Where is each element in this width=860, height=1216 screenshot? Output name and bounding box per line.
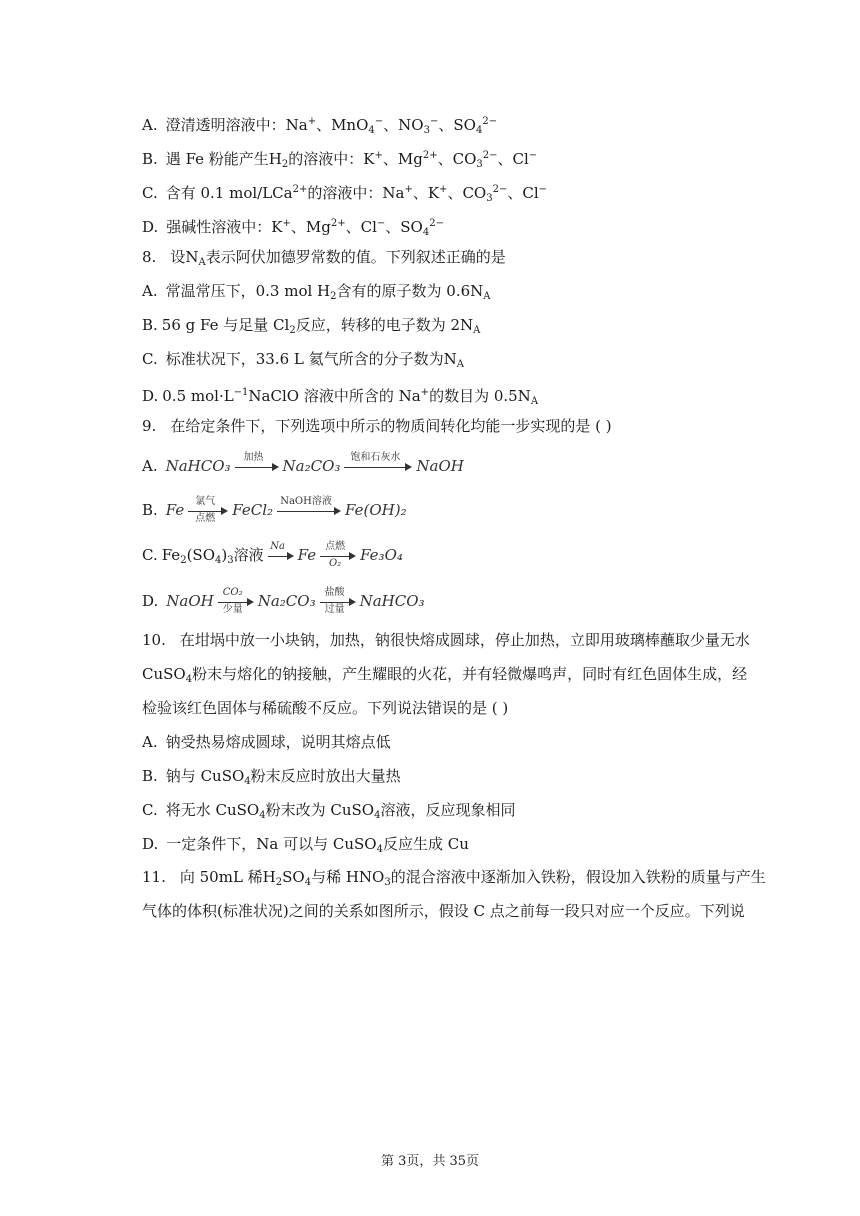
q9-option-b xyxy=(142,495,764,526)
question-number: 10. xyxy=(142,631,166,649)
sub: 4 xyxy=(244,776,251,787)
chem-formula: NaHCO₃ xyxy=(359,592,425,610)
sub: A xyxy=(483,291,491,302)
reaction-arrow xyxy=(320,587,356,617)
option-label: D. xyxy=(142,592,159,610)
q7-option-a xyxy=(142,111,764,142)
q8-option-d xyxy=(142,382,764,413)
q8-option-b xyxy=(142,314,764,342)
text: 澄清透明溶液中：Na xyxy=(165,116,308,134)
text: 在给定条件下，下列选项中所示的物质间转化均能一步实现的是 ( ) xyxy=(170,417,612,435)
text: CuSO xyxy=(142,665,186,683)
sup: 2− xyxy=(482,150,498,161)
sub: 3 xyxy=(423,125,430,136)
arrow-head xyxy=(334,507,341,515)
option-label: A. xyxy=(142,457,158,475)
option-label: D. xyxy=(142,387,159,405)
option-label: A. xyxy=(142,733,158,751)
text: 、NO xyxy=(383,116,424,134)
arrow-condition: 氯气 xyxy=(195,496,216,507)
arrow-head xyxy=(221,507,228,515)
text: 的溶液中：Na xyxy=(307,184,405,202)
q8-option-a xyxy=(142,280,764,308)
sub: 4 xyxy=(368,125,375,136)
sub: A xyxy=(456,359,464,370)
reaction-arrow xyxy=(268,541,294,571)
sub: 4 xyxy=(374,810,381,821)
arrow-condition: O₂ xyxy=(328,558,342,569)
sub: 4 xyxy=(185,674,193,685)
text: 反应生成 Cu xyxy=(382,835,469,853)
sup: + xyxy=(404,184,413,195)
sup: + xyxy=(439,184,448,195)
sub: 4 xyxy=(215,555,222,566)
text: 溶液 xyxy=(233,546,264,564)
option-label: C. xyxy=(142,546,158,564)
option-label: D. xyxy=(142,835,159,853)
sub: 2 xyxy=(180,555,187,566)
text: 、Cl xyxy=(507,184,539,202)
page-footer: 第 3页，共 35页 xyxy=(380,1154,480,1169)
text: 的数目为 0.5N xyxy=(429,387,531,405)
sup: 2+ xyxy=(330,218,346,229)
text: 粉末反应时放出大量热 xyxy=(250,767,401,785)
text: 钠与 CuSO xyxy=(165,767,245,785)
text: 向 50mL 稀H xyxy=(179,868,276,886)
text: 设N xyxy=(170,248,199,266)
text: 标准状况下，33.6 L 氦气所含的分子数为N xyxy=(165,350,457,368)
arrow-head xyxy=(349,552,356,560)
text: 56 g Fe 与足量 Cl xyxy=(161,316,290,334)
text: 、SO xyxy=(438,116,476,134)
text: 遇 Fe 粉能产生H xyxy=(165,150,282,168)
question-number: 8. xyxy=(142,248,157,266)
chem-formula: NaOH xyxy=(416,457,464,475)
chem-formula: NaOH xyxy=(166,592,214,610)
sup: −1 xyxy=(233,387,249,398)
text: (SO xyxy=(186,546,215,564)
text: 、Mg xyxy=(382,150,423,168)
sup: 2− xyxy=(482,116,498,127)
arrow-condition: 少量 xyxy=(222,604,243,615)
sup: + xyxy=(374,150,383,161)
arrow-shaft xyxy=(218,602,248,603)
option-label: C. xyxy=(142,350,158,368)
sub: 3 xyxy=(227,555,234,566)
arrow-condition: 盐酸 xyxy=(324,587,345,598)
sub: 4 xyxy=(259,810,266,821)
text: 钠受热易熔成圆球，说明其熔点低 xyxy=(165,733,391,751)
option-label: A. xyxy=(142,282,158,300)
text: 反应，转移的电子数为 2N xyxy=(295,316,474,334)
text: 在坩埚中放一小块钠，加热，钠很快熔成圆球，停止加热，立即用玻璃棒蘸取少量无水 xyxy=(179,631,750,649)
option-label: A. xyxy=(142,116,158,134)
sup: − xyxy=(429,116,439,127)
text: 的混合溶液中逐渐加入铁粉，假设加入铁粉的质量与产生 xyxy=(390,868,766,886)
chem-formula: Na₂CO₃ xyxy=(257,592,316,610)
arrow-shaft xyxy=(268,556,288,557)
arrow-condition: 加热 xyxy=(243,452,264,463)
arrow-condition: NaOH溶液 xyxy=(280,496,332,507)
text: 常温常压下，0.3 mol H xyxy=(165,282,331,300)
sub: A xyxy=(530,396,539,407)
q9-option-d xyxy=(142,586,764,617)
arrow-head xyxy=(247,598,254,606)
q10-stem-line1 xyxy=(142,629,764,651)
arrow-shaft xyxy=(320,602,350,603)
reaction-arrow xyxy=(218,587,254,617)
reaction-arrow xyxy=(188,496,228,526)
sub: 3 xyxy=(476,159,483,170)
sub: 4 xyxy=(422,227,430,238)
chem-formula: Fe(OH)₂ xyxy=(345,501,407,519)
sup: 2− xyxy=(492,184,508,195)
sup: + xyxy=(307,116,317,127)
text: 、MnO xyxy=(316,116,369,134)
reaction-arrow xyxy=(277,496,341,526)
arrow-condition: 点燃 xyxy=(195,513,216,524)
text: 含有 0.1 mol/LCa xyxy=(165,184,293,202)
q10-option-a xyxy=(142,731,764,753)
q10-option-b xyxy=(142,765,764,793)
text: 、Mg xyxy=(290,218,331,236)
sup: + xyxy=(420,387,430,398)
q11-stem-line2 xyxy=(142,900,764,922)
sup: − xyxy=(374,116,384,127)
arrow-shaft xyxy=(320,556,350,557)
q7-option-c xyxy=(142,179,764,210)
text: 与稀 HNO xyxy=(311,868,385,886)
text: ) xyxy=(221,546,228,564)
q8-stem xyxy=(142,246,764,274)
arrow-shaft xyxy=(344,467,406,468)
chem-formula: NaHCO₃ xyxy=(165,457,231,475)
sup: 2− xyxy=(429,218,444,229)
arrow-head xyxy=(349,598,356,606)
q10-stem-line3 xyxy=(142,697,764,719)
sub: 4 xyxy=(376,844,383,855)
sub: A xyxy=(473,325,481,336)
option-label: C. xyxy=(142,801,158,819)
chem-formula: Fe xyxy=(165,501,185,519)
sup: 2+ xyxy=(422,150,438,161)
text: 气体的体积(标准状况)之间的关系如图所示，假设 C 点之前每一段只对应一个反应。下列说 xyxy=(142,902,745,920)
sub: 4 xyxy=(304,877,312,888)
q10-option-c xyxy=(142,799,764,827)
text: 、Cl xyxy=(497,150,529,168)
text: 、K xyxy=(412,184,440,202)
sub: 2 xyxy=(289,325,296,336)
question-number: 11. xyxy=(142,868,166,886)
text: 、CO xyxy=(447,184,487,202)
sub: 3 xyxy=(486,193,493,204)
option-label: B. xyxy=(142,767,158,785)
q11-stem-line1 xyxy=(142,866,764,894)
text: 、CO xyxy=(437,150,477,168)
text: 、SO xyxy=(385,218,423,236)
q7-option-d xyxy=(142,213,764,244)
text: 的溶液中：K xyxy=(288,150,375,168)
q10-option-d xyxy=(142,833,764,861)
sub: 2 xyxy=(330,291,337,302)
text: 检验该红色固体与稀硫酸不反应。下列说法错误的是 ( ) xyxy=(142,699,509,717)
q9-option-a xyxy=(142,451,764,482)
text: 粉末改为 CuSO xyxy=(265,801,375,819)
reaction-arrow xyxy=(235,452,279,482)
option-label: D. xyxy=(142,218,159,236)
reaction-arrow xyxy=(344,452,412,482)
text: 一定条件下，Na 可以与 CuSO xyxy=(166,835,377,853)
arrow-head xyxy=(405,463,412,471)
text: 强碱性溶液中：K xyxy=(166,218,283,236)
option-label: B. xyxy=(142,316,158,334)
chem-formula: Fe xyxy=(297,546,317,564)
sub: 2 xyxy=(275,877,283,888)
sup: 2+ xyxy=(292,184,308,195)
arrow-condition: Na xyxy=(270,541,285,552)
q9-stem xyxy=(142,415,764,437)
text: 表示阿伏加德罗常数的值。下列叙述正确的是 xyxy=(205,248,506,266)
sup: + xyxy=(282,218,291,229)
sub: 4 xyxy=(475,125,483,136)
text: 0.5 mol·L xyxy=(162,387,234,405)
text: 粉末与熔化的钠接触，产生耀眼的火花，并有轻微爆鸣声，同时有红色固体生成，经 xyxy=(192,665,748,683)
sup: − xyxy=(538,184,548,195)
text: 将无水 CuSO xyxy=(165,801,260,819)
chem-formula: Na₂CO₃ xyxy=(282,457,341,475)
chem-formula: FeCl₂ xyxy=(232,501,274,519)
arrow-condition: 点燃 xyxy=(325,541,346,552)
text: SO xyxy=(282,868,305,886)
sup: − xyxy=(376,218,386,229)
q10-stem-line2 xyxy=(142,663,764,691)
chem-formula: Fe₃O₄ xyxy=(360,546,403,564)
option-label: C. xyxy=(142,184,158,202)
option-label: B. xyxy=(142,501,158,519)
sub: 2 xyxy=(281,159,289,170)
arrow-condition: 过量 xyxy=(324,604,345,615)
question-number: 9. xyxy=(142,417,157,435)
sub: A xyxy=(198,257,206,268)
text: 、Cl xyxy=(345,218,377,236)
arrow-condition: 饱和石灰水 xyxy=(350,452,401,463)
arrow-shaft xyxy=(188,511,222,512)
text: 溶液，反应现象相同 xyxy=(380,801,516,819)
arrow-head xyxy=(287,552,294,560)
option-label: B. xyxy=(142,150,158,168)
q9-option-c xyxy=(142,540,764,576)
arrow-shaft xyxy=(235,467,273,468)
sup: − xyxy=(528,150,538,161)
arrow-condition: CO₂ xyxy=(222,587,243,598)
q8-option-c xyxy=(142,348,764,376)
reaction-arrow xyxy=(320,541,356,571)
sub: 3 xyxy=(384,877,391,888)
text: NaClO 溶液中所含的 Na xyxy=(248,387,421,405)
text: Fe xyxy=(161,546,181,564)
text: 含有的原子数为 0.6N xyxy=(336,282,484,300)
arrow-shaft xyxy=(277,511,335,512)
q7-option-b xyxy=(142,145,764,176)
arrow-head xyxy=(272,463,279,471)
